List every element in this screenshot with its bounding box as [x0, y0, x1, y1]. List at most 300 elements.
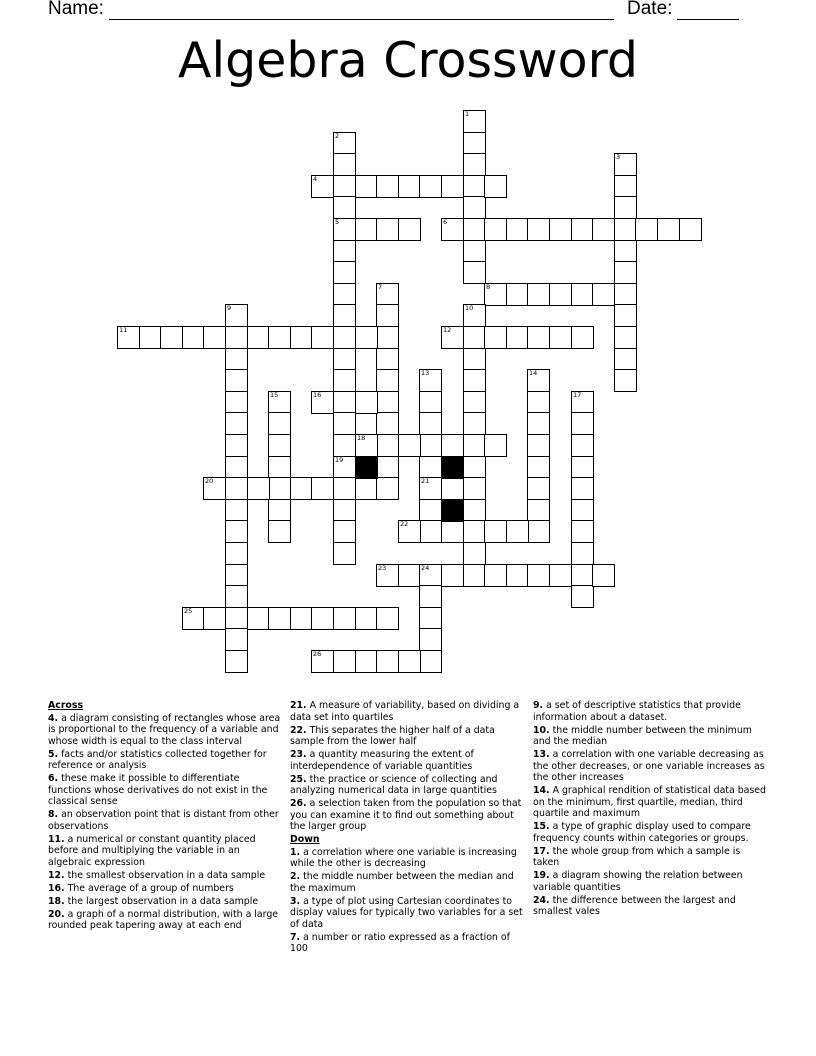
grid-cell[interactable] [268, 434, 291, 457]
grid-cell[interactable] [441, 218, 464, 241]
grid-cell[interactable] [614, 153, 637, 176]
grid-cell[interactable] [527, 326, 550, 349]
grid-cell[interactable] [376, 650, 399, 673]
grid-cell[interactable] [311, 477, 334, 500]
grid-cell[interactable] [463, 196, 486, 219]
grid-cell[interactable] [355, 650, 378, 673]
grid-cell[interactable] [419, 650, 442, 673]
grid-cell[interactable] [614, 261, 637, 284]
grid-cell[interactable] [527, 434, 550, 457]
grid-cell[interactable] [463, 520, 486, 543]
grid-cell[interactable] [333, 391, 356, 414]
clue-number: 3. [290, 895, 301, 907]
grid-cell[interactable] [311, 175, 334, 198]
grid-cell[interactable] [614, 304, 637, 327]
clue-number: 10 [465, 304, 474, 312]
clue-text: a set of descriptive statistics that provide information about a dataset. [533, 700, 741, 723]
grid-cell[interactable] [139, 326, 162, 349]
grid-cell[interactable] [333, 520, 356, 543]
grid-cell[interactable] [333, 153, 356, 176]
grid-cell[interactable] [225, 391, 248, 414]
grid-cell[interactable] [571, 434, 594, 457]
clue-item [48, 773, 282, 808]
clue-item [533, 749, 767, 784]
clue-column-2 [290, 700, 524, 956]
clue-text: a graph of a normal distribution, with a large rounded peak tapering away at each end [48, 908, 279, 931]
clue-text: The average of a group of numbers [64, 882, 234, 894]
clue-number: 23. [290, 749, 307, 760]
grid-cell[interactable] [419, 585, 442, 608]
grid-cell[interactable] [247, 607, 270, 630]
grid-cell[interactable] [117, 326, 140, 349]
grid-cell[interactable] [614, 240, 637, 263]
grid-cell[interactable] [268, 456, 291, 479]
grid-cell[interactable] [419, 499, 442, 522]
grid-cell[interactable] [355, 218, 378, 241]
grid-cell[interactable] [333, 240, 356, 263]
grid-cell[interactable] [333, 326, 356, 349]
grid-cell[interactable] [355, 434, 378, 457]
grid-cell[interactable] [333, 412, 356, 435]
clue-item [290, 749, 524, 772]
grid-cell[interactable] [225, 628, 248, 651]
grid-cell[interactable] [614, 348, 637, 371]
grid-cell[interactable] [333, 218, 356, 241]
clue-number: 9. [533, 700, 544, 711]
grid-cell[interactable] [571, 412, 594, 435]
clue-number: 17 [573, 391, 582, 399]
blocked-cell [355, 456, 378, 479]
grid-cell[interactable] [419, 391, 442, 414]
clue-number: 15 [270, 391, 279, 399]
grid-cell[interactable] [463, 456, 486, 479]
grid-cell[interactable] [398, 520, 421, 543]
grid-cell[interactable] [441, 326, 464, 349]
clue-number: 4 [313, 175, 318, 183]
clue-item [290, 896, 524, 931]
grid-cell[interactable] [419, 477, 442, 500]
grid-cell[interactable] [506, 283, 529, 306]
grid-cell[interactable] [268, 412, 291, 435]
grid-cell[interactable] [527, 456, 550, 479]
grid-cell[interactable] [527, 520, 550, 543]
grid-cell[interactable] [527, 391, 550, 414]
grid-cell[interactable] [333, 175, 356, 198]
grid-cell[interactable] [333, 348, 356, 371]
grid-cell[interactable] [225, 412, 248, 435]
grid-cell[interactable] [614, 369, 637, 392]
grid-cell[interactable] [225, 348, 248, 371]
grid-cell[interactable] [571, 564, 594, 587]
grid-cell[interactable] [571, 283, 594, 306]
grid-cell[interactable] [463, 542, 486, 565]
grid-cell[interactable] [333, 434, 356, 457]
grid-cell[interactable] [355, 326, 378, 349]
grid-cell[interactable] [419, 369, 442, 392]
clue-number: 23 [378, 564, 387, 572]
grid-cell[interactable] [463, 391, 486, 414]
grid-cell[interactable] [225, 369, 248, 392]
grid-cell[interactable] [463, 240, 486, 263]
grid-cell[interactable] [376, 477, 399, 500]
grid-cell[interactable] [441, 564, 464, 587]
grid-cell[interactable] [592, 564, 615, 587]
clue-item [48, 809, 282, 832]
clue-item [533, 846, 767, 869]
clue-item [48, 870, 282, 882]
down-clues [290, 847, 524, 955]
clue-item [48, 883, 282, 895]
clue-item [48, 834, 282, 869]
grid-cell[interactable] [571, 456, 594, 479]
grid-cell[interactable] [419, 456, 442, 479]
clue-number: 3 [616, 153, 621, 161]
grid-cell[interactable] [484, 326, 507, 349]
grid-cell[interactable] [333, 456, 356, 479]
clue-item [48, 713, 282, 748]
grid-cell[interactable] [571, 391, 594, 414]
grid-cell[interactable] [463, 132, 486, 155]
grid-cell[interactable] [549, 564, 572, 587]
grid-cell[interactable] [376, 391, 399, 414]
grid-cell[interactable] [333, 499, 356, 522]
grid-cell[interactable] [635, 218, 658, 241]
grid-cell[interactable] [376, 412, 399, 435]
grid-cell[interactable] [225, 326, 248, 349]
grid-cell[interactable] [571, 585, 594, 608]
grid-cell[interactable] [225, 564, 248, 587]
clue-text: the smallest observation in a data sample [64, 869, 266, 881]
clue-item [533, 870, 767, 893]
grid-cell[interactable] [311, 607, 334, 630]
grid-cell[interactable] [268, 477, 291, 500]
clue-number: 9 [227, 304, 232, 312]
clue-item [533, 785, 767, 820]
clue-number: 13 [421, 369, 430, 377]
clue-number: 12 [443, 326, 452, 334]
grid-cell[interactable] [592, 218, 615, 241]
clue-number: 11 [119, 326, 128, 334]
grid-cell[interactable] [527, 477, 550, 500]
grid-cell[interactable] [441, 175, 464, 198]
grid-cell[interactable] [247, 326, 270, 349]
clue-number: 5. [48, 748, 59, 760]
name-label: Name: [48, 0, 104, 19]
grid-cell[interactable] [160, 326, 183, 349]
grid-cell[interactable] [614, 283, 637, 306]
grid-cell[interactable] [463, 369, 486, 392]
blocked-cell [441, 456, 464, 479]
clue-number: 20. [48, 908, 65, 920]
clue-text: the difference between the largest and smallest vales [533, 894, 736, 917]
page-title: Algebra Crossword [178, 32, 638, 89]
grid-cell[interactable] [376, 607, 399, 630]
grid-cell[interactable] [506, 520, 529, 543]
clue-text: a selection taken from the population so that you can examine it to find out something about the larger group [290, 798, 522, 832]
grid-cell[interactable] [549, 283, 572, 306]
grid-cell[interactable] [484, 218, 507, 241]
across-clues [48, 713, 282, 932]
clue-number: 22. [290, 724, 307, 736]
grid-cell[interactable] [463, 153, 486, 176]
grid-cell[interactable] [549, 218, 572, 241]
grid-cell[interactable] [333, 283, 356, 306]
clue-text: A graphical rendition of statistical data based on the minimum, first quartile, median, third quartile and maximum [533, 785, 767, 819]
clue-number: 10. [533, 724, 550, 736]
grid-cell[interactable] [484, 434, 507, 457]
grid-cell[interactable] [571, 542, 594, 565]
grid-cell[interactable] [398, 564, 421, 587]
grid-cell[interactable] [571, 218, 594, 241]
clue-number: 2 [335, 132, 340, 140]
clue-number: 14 [529, 369, 538, 377]
clue-item [290, 798, 524, 833]
clue-text: This separates the higher half of a data sample from the lower half [290, 724, 495, 747]
grid-cell[interactable] [355, 175, 378, 198]
grid-cell[interactable] [527, 283, 550, 306]
grid-cell[interactable] [614, 175, 637, 198]
grid-cell[interactable] [463, 564, 486, 587]
grid-cell[interactable] [268, 520, 291, 543]
clue-text: a correlation where one variable is increasing while the other is decreasing [290, 846, 517, 869]
clue-text: A measure of variability, based on dividing a data set into quartiles [290, 700, 520, 723]
grid-cell[interactable] [549, 326, 572, 349]
grid-cell[interactable] [268, 607, 291, 630]
grid-cell[interactable] [225, 477, 248, 500]
grid-cell[interactable] [419, 175, 442, 198]
clue-text: the middle number between the median and the maximum [290, 871, 514, 894]
grid-cell[interactable] [268, 326, 291, 349]
clue-item [533, 700, 767, 723]
clue-number: 25 [184, 607, 193, 615]
grid-cell[interactable] [657, 218, 680, 241]
grid-cell[interactable] [376, 456, 399, 479]
clue-number: 24. [533, 894, 550, 906]
grid-cell[interactable] [376, 564, 399, 587]
grid-cell[interactable] [376, 175, 399, 198]
clue-item [48, 896, 282, 908]
clue-number: 16 [313, 391, 322, 399]
grid-cell[interactable] [463, 326, 486, 349]
grid-cell[interactable] [376, 348, 399, 371]
clue-text: the middle number between the minimum and the median [533, 724, 752, 747]
grid-cell[interactable] [441, 520, 464, 543]
clue-item [290, 932, 524, 955]
grid-cell[interactable] [311, 391, 334, 414]
grid-cell[interactable] [419, 434, 442, 457]
clue-number: 13. [533, 749, 550, 760]
clue-number: 1. [290, 846, 301, 858]
clue-number: 19. [533, 870, 550, 881]
clue-item [290, 847, 524, 870]
grid-cell[interactable] [225, 456, 248, 479]
grid-cell[interactable] [333, 477, 356, 500]
grid-cell[interactable] [376, 304, 399, 327]
grid-cell[interactable] [614, 218, 637, 241]
grid-cell[interactable] [376, 369, 399, 392]
clue-text: the largest observation in a data sample [64, 895, 259, 907]
grid-cell[interactable] [225, 434, 248, 457]
grid-cell[interactable] [355, 391, 378, 414]
grid-cell[interactable] [463, 110, 486, 133]
grid-cell[interactable] [376, 434, 399, 457]
grid-cell[interactable] [333, 196, 356, 219]
clue-text: the practice or science of collecting and analyzing numerical data in large quantities [290, 773, 498, 796]
clue-number: 4. [48, 712, 59, 724]
grid-cell[interactable] [311, 650, 334, 673]
grid-cell[interactable] [290, 607, 313, 630]
down-heading: Down [290, 834, 320, 845]
grid-cell[interactable] [225, 585, 248, 608]
grid-cell[interactable] [527, 369, 550, 392]
grid-cell[interactable] [268, 391, 291, 414]
grid-cell[interactable] [225, 607, 248, 630]
blocked-cell [441, 499, 464, 522]
grid-cell[interactable] [571, 499, 594, 522]
grid-cell[interactable] [463, 304, 486, 327]
clue-item [48, 909, 282, 932]
clue-item [290, 700, 524, 723]
grid-cell[interactable] [463, 412, 486, 435]
grid-cell[interactable] [225, 650, 248, 673]
grid-cell[interactable] [203, 326, 226, 349]
clue-text: a type of plot using Cartesian coordinates to display values for typically two variables for a set of data [290, 895, 523, 930]
grid-cell[interactable] [463, 434, 486, 457]
clue-number: 8 [486, 283, 491, 291]
grid-cell[interactable] [527, 564, 550, 587]
clue-number: 15. [533, 821, 550, 832]
grid-cell[interactable] [527, 412, 550, 435]
grid-cell[interactable] [463, 261, 486, 284]
clue-column-3 [533, 700, 767, 919]
grid-cell[interactable] [311, 326, 334, 349]
clue-number: 18 [357, 434, 366, 442]
clue-text: a numerical or constant quantity placed before and multiplying the variable in an algebraic expression [48, 833, 256, 868]
clue-number: 1 [465, 110, 470, 118]
grid-cell[interactable] [182, 607, 205, 630]
grid-cell[interactable] [484, 564, 507, 587]
down-clues-continued [533, 700, 767, 918]
grid-cell[interactable] [355, 607, 378, 630]
clue-number: 7 [378, 283, 383, 291]
grid-cell[interactable] [419, 628, 442, 651]
clue-number: 16. [48, 882, 65, 894]
grid-cell[interactable] [290, 477, 313, 500]
clue-number: 8. [48, 809, 59, 820]
clue-item [533, 725, 767, 748]
clue-item [533, 895, 767, 918]
grid-cell[interactable] [484, 520, 507, 543]
grid-cell[interactable] [376, 218, 399, 241]
grid-cell[interactable] [333, 261, 356, 284]
clue-text: a quantity measuring the extent of interdependence of variable quantities [290, 749, 474, 772]
clue-number: 11. [48, 833, 65, 845]
grid-cell[interactable] [484, 175, 507, 198]
grid-cell[interactable] [333, 607, 356, 630]
clue-number: 26. [290, 798, 307, 809]
grid-cell[interactable] [333, 369, 356, 392]
grid-cell[interactable] [592, 283, 615, 306]
grid-cell[interactable] [398, 650, 421, 673]
across-heading: Across [48, 700, 84, 711]
clue-number: 25. [290, 773, 307, 785]
grid-cell[interactable] [506, 326, 529, 349]
clue-text: an observation point that is distant from other observations [48, 809, 279, 832]
grid-cell[interactable] [614, 326, 637, 349]
grid-cell[interactable] [247, 477, 270, 500]
clue-number: 2. [290, 871, 301, 882]
grid-cell[interactable] [506, 564, 529, 587]
clue-number: 12. [48, 869, 65, 881]
grid-cell[interactable] [527, 499, 550, 522]
clue-number: 6 [443, 218, 448, 226]
grid-cell[interactable] [441, 434, 464, 457]
grid-cell[interactable] [225, 304, 248, 327]
grid-cell[interactable] [463, 175, 486, 198]
clue-text: a type of graphic display used to compare frequency counts within categories or groups. [533, 821, 751, 844]
grid-cell[interactable] [419, 412, 442, 435]
clue-number: 21 [421, 477, 430, 485]
grid-cell[interactable] [571, 326, 594, 349]
grid-cell[interactable] [333, 542, 356, 565]
grid-cell[interactable] [203, 477, 226, 500]
grid-cell[interactable] [419, 520, 442, 543]
grid-cell[interactable] [182, 326, 205, 349]
grid-cell[interactable] [398, 218, 421, 241]
clue-text: a diagram consisting of rectangles whose area is proportional to the frequency of a variable and whose width is equal to the class interval [48, 712, 281, 747]
grid-cell[interactable] [527, 218, 550, 241]
grid-cell[interactable] [463, 477, 486, 500]
clue-number: 14. [533, 785, 550, 796]
grid-cell[interactable] [614, 196, 637, 219]
grid-cell[interactable] [290, 326, 313, 349]
grid-cell[interactable] [419, 564, 442, 587]
grid-cell[interactable] [203, 607, 226, 630]
grid-cell[interactable] [376, 326, 399, 349]
grid-cell[interactable] [571, 520, 594, 543]
grid-cell[interactable] [333, 132, 356, 155]
clue-item [290, 871, 524, 894]
grid-cell[interactable] [463, 218, 486, 241]
clue-text: a number or ratio expressed as a fraction of 100 [290, 931, 510, 954]
clue-number: 24 [421, 564, 430, 572]
clue-number: 6. [48, 773, 59, 784]
grid-cell[interactable] [376, 283, 399, 306]
clue-item [48, 749, 282, 772]
clue-number: 21. [290, 700, 307, 711]
grid-cell[interactable] [355, 477, 378, 500]
grid-cell[interactable] [333, 650, 356, 673]
clue-text: facts and/or statistics collected together for reference or analysis [48, 748, 267, 771]
grid-cell[interactable] [484, 283, 507, 306]
grid-cell[interactable] [225, 499, 248, 522]
clue-number: 18. [48, 895, 65, 907]
clue-number: 17. [533, 845, 550, 857]
grid-cell[interactable] [398, 175, 421, 198]
grid-cell[interactable] [463, 348, 486, 371]
grid-cell[interactable] [225, 542, 248, 565]
grid-cell[interactable] [398, 434, 421, 457]
grid-cell[interactable] [333, 304, 356, 327]
grid-cell[interactable] [506, 218, 529, 241]
clue-number: 5 [335, 218, 340, 226]
grid-cell[interactable] [571, 477, 594, 500]
grid-cell[interactable] [268, 499, 291, 522]
grid-cell[interactable] [225, 520, 248, 543]
grid-cell[interactable] [679, 218, 702, 241]
grid-cell[interactable] [419, 607, 442, 630]
grid-cell[interactable] [463, 499, 486, 522]
